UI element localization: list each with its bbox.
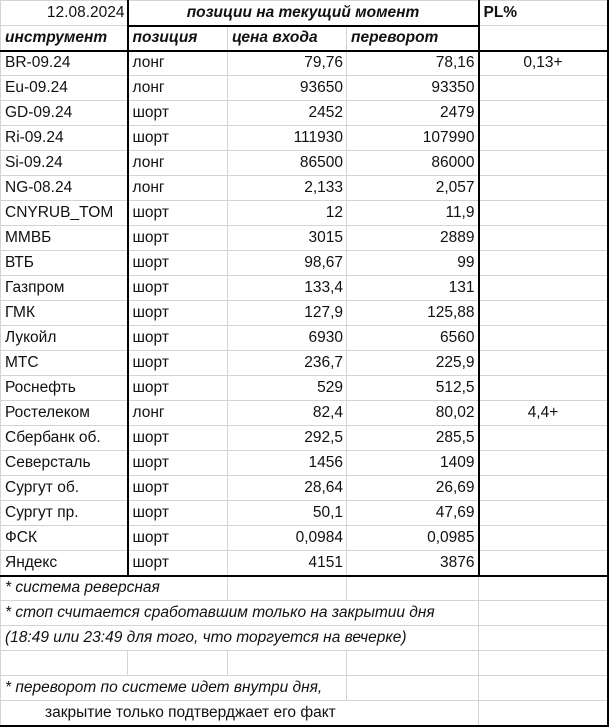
table-row: [1, 101, 608, 126]
note-cell[interactable]: закрытие только подтверджает его факт: [1, 701, 479, 726]
entry-price-cell[interactable]: 50,1: [228, 501, 347, 526]
instrument-cell[interactable]: Ri-09.24: [1, 126, 128, 151]
col-header-entry-price[interactable]: цена входа: [228, 26, 347, 51]
reversal-cell[interactable]: 131: [347, 276, 479, 301]
table-row: [1, 126, 608, 151]
table-row: [1, 176, 608, 201]
table-row: [1, 501, 608, 526]
instrument-cell[interactable]: Ростелеком: [1, 401, 128, 426]
position-cell[interactable]: шорт: [128, 326, 228, 351]
table-row: [1, 426, 608, 451]
table-row: [1, 376, 608, 401]
entry-price-cell[interactable]: 236,7: [228, 351, 347, 376]
position-cell[interactable]: шорт: [128, 501, 228, 526]
col-header-pl[interactable]: [479, 26, 608, 51]
reversal-cell[interactable]: 0,0985: [347, 526, 479, 551]
position-cell[interactable]: лонг: [128, 51, 228, 76]
date-cell[interactable]: 12.08.2024: [1, 1, 128, 26]
entry-price-cell[interactable]: 127,9: [228, 301, 347, 326]
positions-body: [1, 51, 608, 576]
table-row: [1, 326, 608, 351]
empty-cell[interactable]: [479, 626, 608, 651]
entry-price-cell[interactable]: 82,4: [228, 401, 347, 426]
reversal-cell[interactable]: 80,02: [347, 401, 479, 426]
note-row-empty: [1, 651, 608, 676]
instrument-cell[interactable]: CNYRUB_TOM: [1, 201, 128, 226]
table-row: [1, 276, 608, 301]
entry-price-cell[interactable]: 2,133: [228, 176, 347, 201]
col-header-position[interactable]: позиция: [128, 26, 228, 51]
instrument-cell[interactable]: Сбербанк об.: [1, 426, 128, 451]
table-row: [1, 451, 608, 476]
reversal-cell[interactable]: 2889: [347, 226, 479, 251]
entry-price-cell[interactable]: 529: [228, 376, 347, 401]
instrument-cell[interactable]: МТС: [1, 351, 128, 376]
position-cell[interactable]: шорт: [128, 426, 228, 451]
pl-cell[interactable]: [479, 376, 608, 401]
instrument-cell[interactable]: Si-09.24: [1, 151, 128, 176]
entry-price-cell[interactable]: 79,76: [228, 51, 347, 76]
instrument-cell[interactable]: Роснефть: [1, 376, 128, 401]
empty-cell[interactable]: [347, 576, 479, 601]
instrument-cell[interactable]: Сургут пр.: [1, 501, 128, 526]
pl-cell[interactable]: [479, 301, 608, 326]
position-cell[interactable]: лонг: [128, 176, 228, 201]
position-cell[interactable]: шорт: [128, 251, 228, 276]
table-row: [1, 401, 608, 426]
pl-cell[interactable]: [479, 176, 608, 201]
pl-cell[interactable]: [479, 151, 608, 176]
reversal-cell[interactable]: 2,057: [347, 176, 479, 201]
entry-price-cell[interactable]: 133,4: [228, 276, 347, 301]
instrument-cell[interactable]: GD-09.24: [1, 101, 128, 126]
empty-cell[interactable]: [228, 576, 347, 601]
position-cell[interactable]: шорт: [128, 126, 228, 151]
position-cell[interactable]: шорт: [128, 376, 228, 401]
instrument-cell[interactable]: ВТБ: [1, 251, 128, 276]
reversal-cell[interactable]: 6560: [347, 326, 479, 351]
reversal-cell[interactable]: 512,5: [347, 376, 479, 401]
table-row: [1, 526, 608, 551]
reversal-cell[interactable]: 225,9: [347, 351, 479, 376]
note-cell[interactable]: (18:49 или 23:49 для того, что торгуется на вечерке): [1, 626, 479, 651]
reversal-cell[interactable]: 86000: [347, 151, 479, 176]
reversal-cell[interactable]: 125,88: [347, 301, 479, 326]
table-row: [1, 251, 608, 276]
entry-price-cell[interactable]: 292,5: [228, 426, 347, 451]
entry-price-cell[interactable]: 2452: [228, 101, 347, 126]
pl-cell[interactable]: [479, 276, 608, 301]
instrument-cell[interactable]: Eu-09.24: [1, 76, 128, 101]
pl-cell[interactable]: [479, 326, 608, 351]
position-cell[interactable]: шорт: [128, 276, 228, 301]
instrument-cell[interactable]: Сургут об.: [1, 476, 128, 501]
empty-cell[interactable]: [347, 651, 479, 676]
empty-cell[interactable]: [228, 651, 347, 676]
pl-cell[interactable]: [479, 501, 608, 526]
pl-cell[interactable]: [479, 126, 608, 151]
instrument-cell[interactable]: ММВБ: [1, 226, 128, 251]
entry-price-cell[interactable]: 86500: [228, 151, 347, 176]
note-cell[interactable]: * переворот по системе идет внутри дня,: [1, 676, 347, 701]
pl-cell[interactable]: [479, 551, 608, 576]
empty-cell[interactable]: [347, 676, 479, 701]
position-cell[interactable]: лонг: [128, 76, 228, 101]
reversal-cell[interactable]: 1409: [347, 451, 479, 476]
col-header-reversal[interactable]: переворот: [347, 26, 479, 51]
position-cell[interactable]: шорт: [128, 476, 228, 501]
position-cell[interactable]: шорт: [128, 201, 228, 226]
reversal-cell[interactable]: 11,9: [347, 201, 479, 226]
entry-price-cell[interactable]: 111930: [228, 126, 347, 151]
position-cell[interactable]: шорт: [128, 526, 228, 551]
position-cell[interactable]: шорт: [128, 101, 228, 126]
pl-cell[interactable]: [479, 201, 608, 226]
reversal-cell[interactable]: 93350: [347, 76, 479, 101]
table-row: [1, 76, 608, 101]
table-row: [1, 476, 608, 501]
pl-cell[interactable]: [479, 76, 608, 101]
group-title-cell[interactable]: позиции на текущий момент: [128, 1, 479, 26]
position-cell[interactable]: шорт: [128, 351, 228, 376]
reversal-cell[interactable]: 26,69: [347, 476, 479, 501]
pl-header-cell[interactable]: PL%: [479, 1, 608, 26]
entry-price-cell[interactable]: 6930: [228, 326, 347, 351]
pl-cell[interactable]: [479, 251, 608, 276]
entry-price-cell[interactable]: 28,64: [228, 476, 347, 501]
pl-cell[interactable]: [479, 426, 608, 451]
entry-price-cell[interactable]: 3015: [228, 226, 347, 251]
reversal-cell[interactable]: 78,16: [347, 51, 479, 76]
note-row: [1, 626, 608, 651]
note-row: [1, 701, 608, 726]
instrument-cell[interactable]: Яндекс: [1, 551, 128, 576]
note-row: [1, 601, 608, 626]
entry-price-cell[interactable]: 93650: [228, 76, 347, 101]
note-row: [1, 576, 608, 601]
table-row: [1, 351, 608, 376]
entry-price-cell[interactable]: 4151: [228, 551, 347, 576]
empty-cell[interactable]: [128, 651, 228, 676]
reversal-cell[interactable]: 99: [347, 251, 479, 276]
pl-cell[interactable]: [479, 101, 608, 126]
table-row: [1, 301, 608, 326]
empty-cell[interactable]: [479, 576, 608, 601]
table-row: [1, 201, 608, 226]
pl-cell[interactable]: 0,13+: [479, 51, 608, 76]
empty-cell[interactable]: [479, 701, 608, 726]
empty-cell[interactable]: [479, 676, 608, 701]
position-cell[interactable]: шорт: [128, 301, 228, 326]
reversal-cell[interactable]: 3876: [347, 551, 479, 576]
instrument-cell[interactable]: Газпром: [1, 276, 128, 301]
instrument-cell[interactable]: BR-09.24: [1, 51, 128, 76]
table-row: [1, 151, 608, 176]
empty-cell[interactable]: [1, 651, 128, 676]
note-cell[interactable]: * система реверсная: [1, 576, 228, 601]
pl-cell[interactable]: [479, 226, 608, 251]
pl-cell[interactable]: [479, 476, 608, 501]
reversal-cell[interactable]: 285,5: [347, 426, 479, 451]
column-header-row: [1, 26, 608, 51]
entry-price-cell[interactable]: 12: [228, 201, 347, 226]
position-cell[interactable]: шорт: [128, 226, 228, 251]
reversal-cell[interactable]: 2479: [347, 101, 479, 126]
entry-price-cell[interactable]: 1456: [228, 451, 347, 476]
table-row: [1, 51, 608, 76]
col-header-instrument[interactable]: инструмент: [1, 26, 128, 51]
instrument-cell[interactable]: Северсталь: [1, 451, 128, 476]
pl-cell[interactable]: [479, 451, 608, 476]
entry-price-cell[interactable]: 0,0984: [228, 526, 347, 551]
note-cell[interactable]: * стоп считается сработавшим только на закрытии дня: [1, 601, 479, 626]
instrument-cell[interactable]: Лукойл: [1, 326, 128, 351]
reversal-cell[interactable]: 47,69: [347, 501, 479, 526]
reversal-cell[interactable]: 107990: [347, 126, 479, 151]
pl-cell[interactable]: [479, 526, 608, 551]
position-cell[interactable]: шорт: [128, 551, 228, 576]
pl-cell[interactable]: [479, 351, 608, 376]
table-row: [1, 226, 608, 251]
position-cell[interactable]: лонг: [128, 401, 228, 426]
pl-cell[interactable]: 4,4+: [479, 401, 608, 426]
instrument-cell[interactable]: ГМК: [1, 301, 128, 326]
instrument-cell[interactable]: ФСК: [1, 526, 128, 551]
note-row: [1, 676, 608, 701]
instrument-cell[interactable]: NG-08.24: [1, 176, 128, 201]
position-cell[interactable]: лонг: [128, 151, 228, 176]
table-row: [1, 551, 608, 576]
empty-cell[interactable]: [479, 601, 608, 626]
empty-cell[interactable]: [479, 651, 608, 676]
entry-price-cell[interactable]: 98,67: [228, 251, 347, 276]
position-cell[interactable]: шорт: [128, 451, 228, 476]
title-row: [1, 1, 608, 26]
